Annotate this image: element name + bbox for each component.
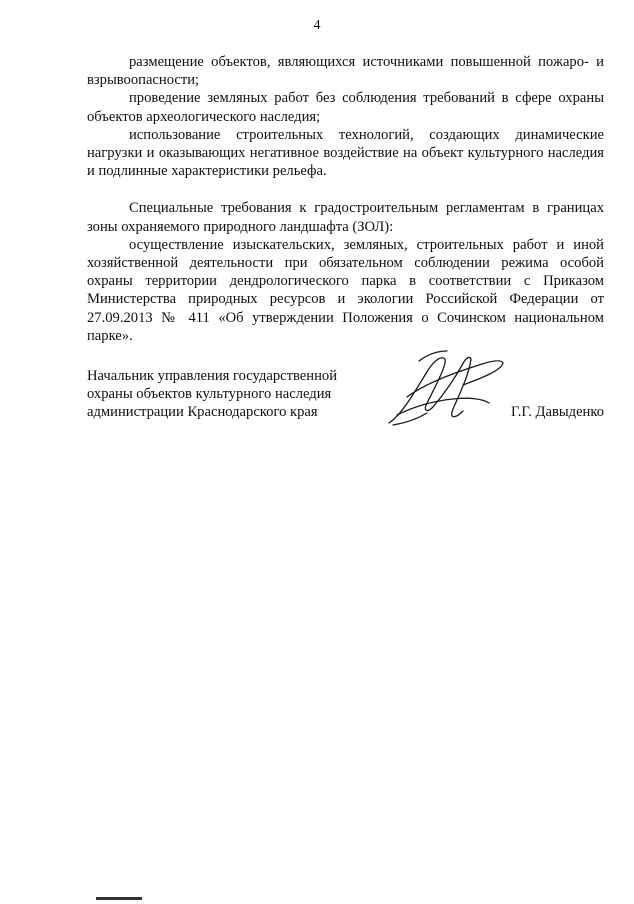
- handwritten-signature: [383, 345, 508, 430]
- paragraph-zol-requirements-heading: Специальные требования к градостроительным регламентам в границах зоны охраняемого природного ландшафта (ЗОЛ):: [87, 200, 604, 235]
- paragraph-survey-works: осуществление изыскательских, земляных, строительных работ и иной хозяйственной деятельности при обязательном соблюдении режима особой охраны территории дендрологического парка в соответствии с Приказом Министерства природных ресурсов и экологии Российской Федерации от 27.09.2013 № 411 «Об утверждении Положения о Сочинском национальном парке».: [87, 236, 604, 344]
- signatory-position-line: Начальник управления государственной: [87, 368, 338, 384]
- signature-block: [87, 367, 604, 427]
- signatory-position-line: администрации Краснодарского края: [87, 404, 318, 421]
- footer-mark: [96, 896, 142, 902]
- signatory-name: Г.Г. Давыденко: [510, 404, 604, 420]
- paragraph-earthworks: проведение земляных работ без соблюдения требований в сфере охраны объектов археологического наследия;: [87, 90, 604, 125]
- signatory-position: [87, 367, 367, 422]
- paragraph-construction-technologies: использование строительных технологий, создающих динамические нагрузки и оказывающих негативное воздействие на объект культурного наследия и подлинные характеристики рельефа.: [87, 126, 604, 180]
- paragraph-fire-hazard-objects: размещение объектов, являющихся источниками повышенной пожаро- и взрывоопасности;: [87, 54, 604, 89]
- page-number: 4: [313, 18, 321, 33]
- document-body: [87, 53, 604, 345]
- signatory-position-line: охраны объектов культурного наследия: [87, 386, 332, 403]
